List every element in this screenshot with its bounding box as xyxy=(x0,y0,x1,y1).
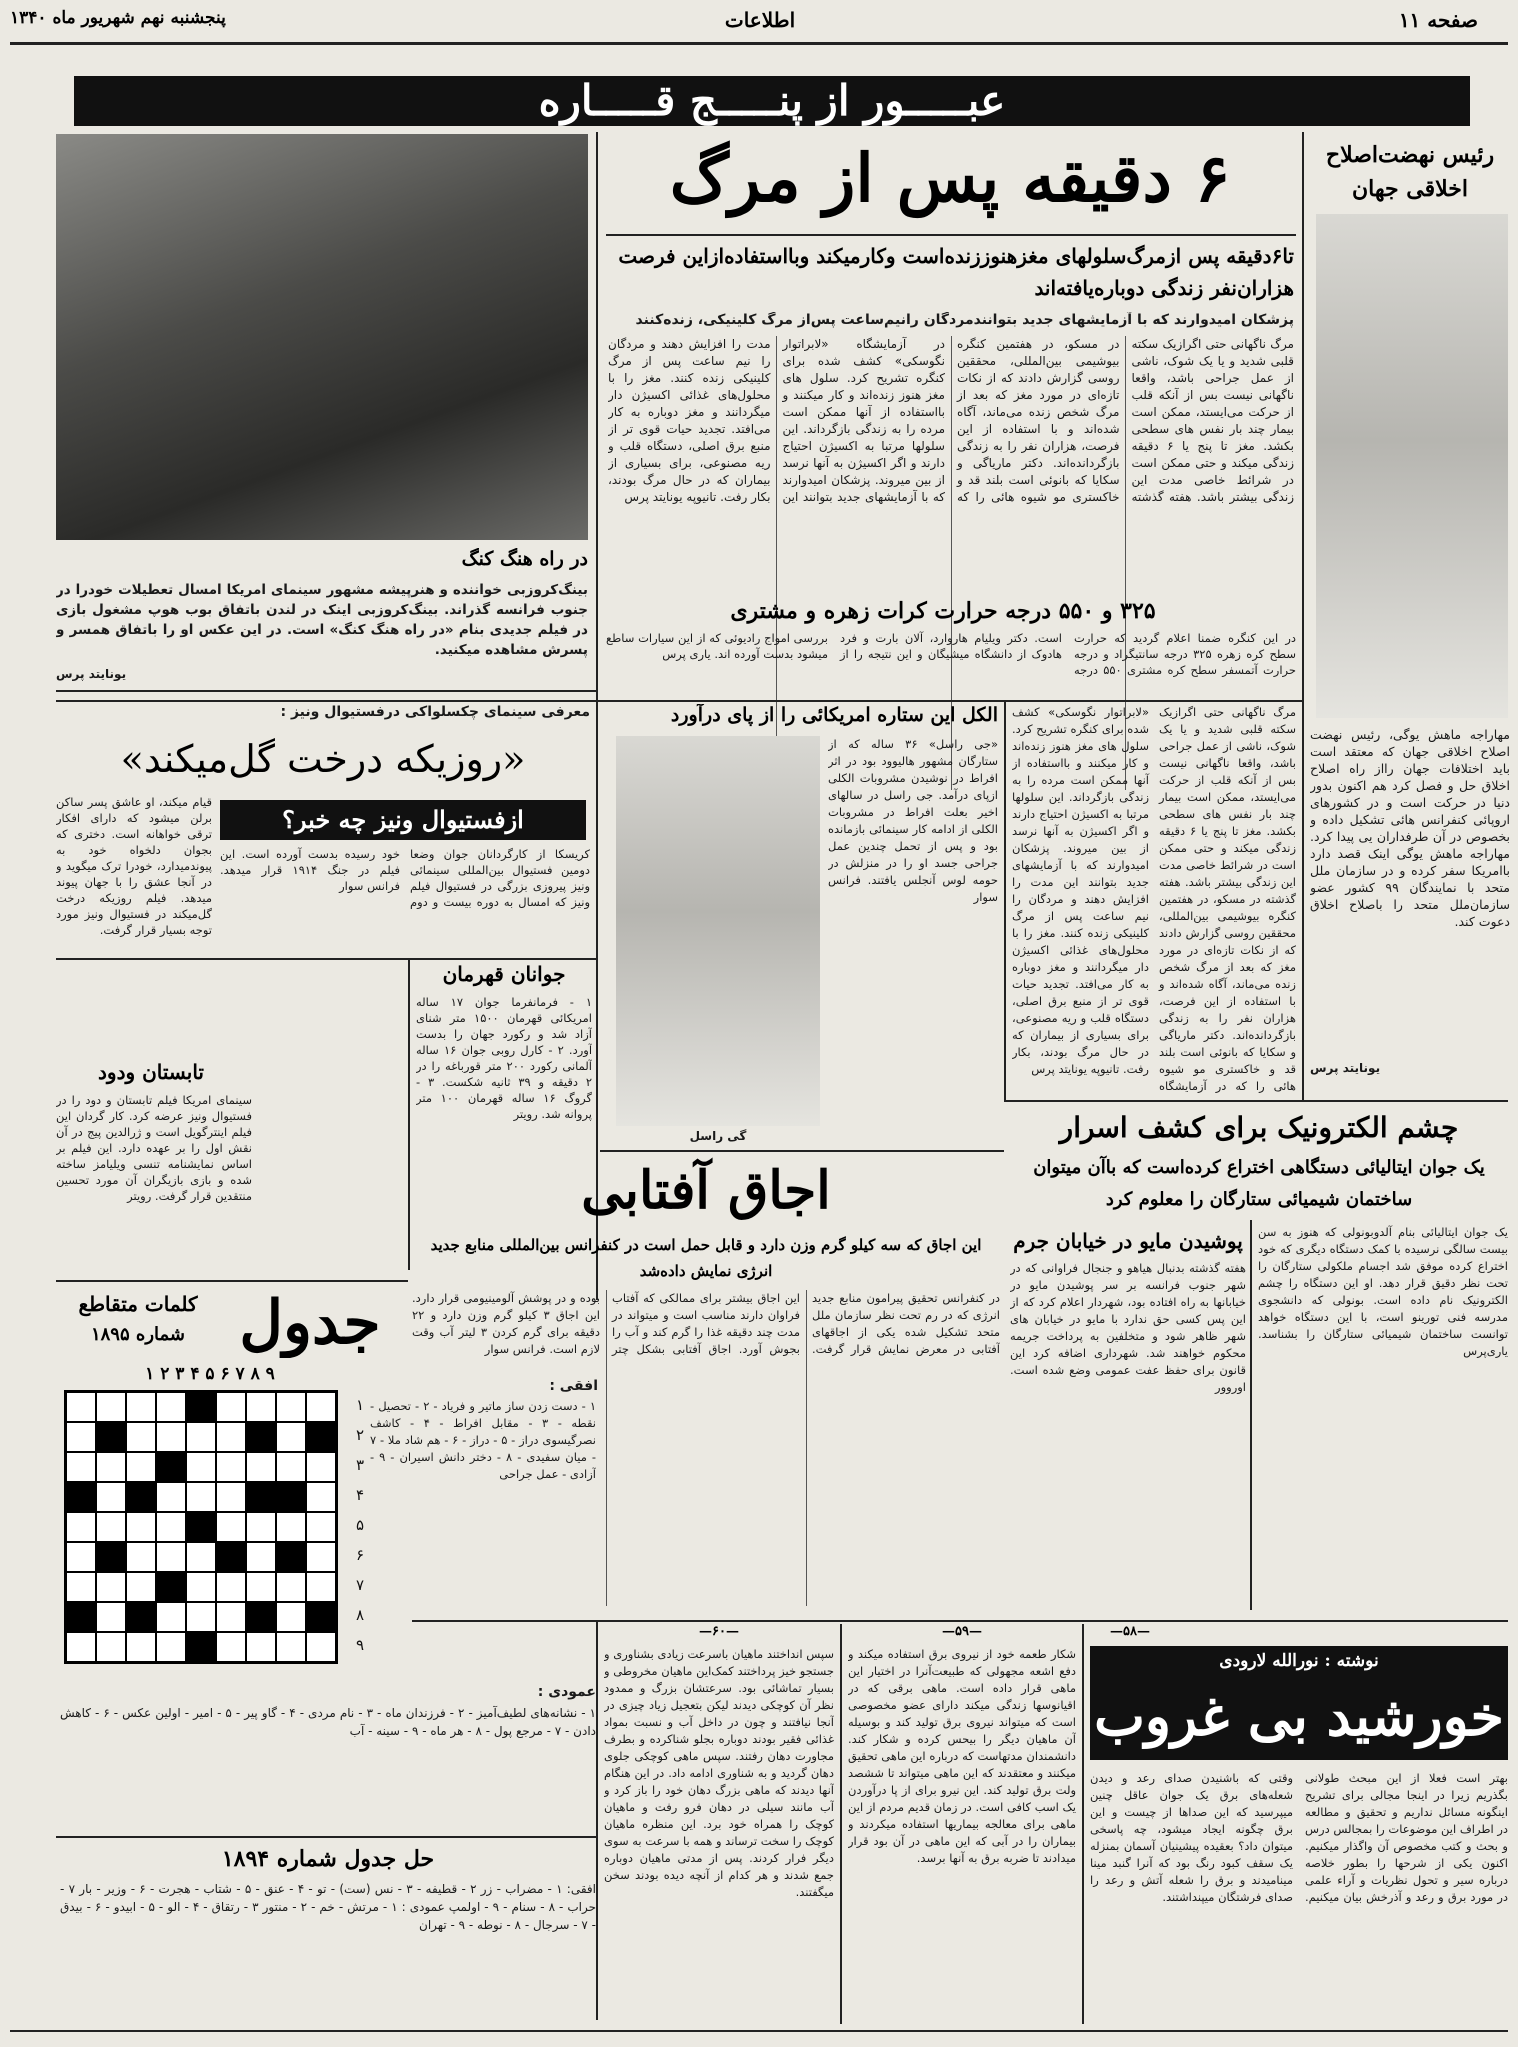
section-rule xyxy=(412,1620,1508,1622)
crossword-black-cell xyxy=(246,1602,276,1632)
solar-headline: اجاق آفتابی xyxy=(581,1160,831,1221)
crossword-down-label: عمودی : xyxy=(537,1684,596,1700)
page-number: صفحه ۱۱ xyxy=(1398,8,1478,32)
crossword-cell[interactable] xyxy=(186,1542,216,1572)
crossword-title: جدول xyxy=(239,1288,381,1358)
crossword-black-cell xyxy=(96,1542,126,1572)
crossword-black-cell xyxy=(216,1542,246,1572)
crossword-cell[interactable] xyxy=(126,1512,156,1542)
crossword-cell[interactable] xyxy=(306,1542,336,1572)
crossword-row-number: ۲ xyxy=(355,1426,364,1444)
section-rule xyxy=(56,958,596,960)
crossword-cell[interactable] xyxy=(66,1632,96,1662)
solution-body: افقی: ۱ - مضراب - زر ۲ - قطیفه - ۳ - نس (ست) - تو - ۴ - عنق - ۵ - شتاب - هجرت - ۶ - وزیر - بار ۷ - حراب - ۸ - سنام - ۹ - اولمپ عمودی : ۱ - مرتش - خم - ۲ - منتور ۳ - رتقاق - ۴ - الو - ۵ - ابیدو - ۶ - بیدق - ۷ - سرجال - ۸ - نوطه - ۹ - تهران xyxy=(60,1882,596,1932)
maharishi-caption: مهاراجه ماهش یوگی، رئیس نهضت اصلاح اخلاقی جهان که معتقد است باید اختلافات جهان رااز راه اصلاح اخلاق حل و فصل کرد هم اکنون بدور دنیا در حرکت است و در کشورهای اروپائی کنفرانس هائی تشکیل داده و بخصوص در آن طرفداران یی پیدا کرد. مهاراجه ماهش یوگی اینک قصد دارد باامریکا سفر کرده و در سازمان ملل متحد با نمایندگان ۹۹ کشور عضو سازمان‌ملل متحد را باصلاح اخلاق دعوت کند. xyxy=(1310,727,1510,929)
crossword-cell[interactable] xyxy=(126,1572,156,1602)
venice-body: قیام میکند، او عاشق پسر ساکن برلن میشود که دارای افکار ترقی خواهانه است. دختری که بجوان دلخواه خود به پیوندمیدارد، خودرا ترک میگوید و در آنجا عشق را با جهان پیوند میدهد. فیلم روزیکه درخت گل‌میکند در فستیوال ونیز مورد توجه بسیار قرار گرفت. xyxy=(56,795,212,937)
column-rule xyxy=(1082,1624,1084,2024)
crossword-cell[interactable] xyxy=(246,1392,276,1422)
gail-russell-photo xyxy=(616,736,820,1126)
crossword-row-number: ۵ xyxy=(355,1516,364,1534)
resurrection-intro: پزشکان امیدوارند که با آزمایشهای جدید بتوانندمردگان رانیم‌ساعت پس‌از مرگ کلینیکی، زنده‌کنند xyxy=(635,312,1294,328)
crossword-cell[interactable] xyxy=(306,1572,336,1602)
crossword-cell[interactable] xyxy=(276,1392,306,1422)
venice-headline: «روزیکه درخت گل‌میکند» xyxy=(120,737,526,781)
crossword-black-cell xyxy=(246,1422,276,1452)
ring-headline: الکل این ستاره امریکائی را از پای درآورد xyxy=(670,704,998,726)
crossword-cell[interactable] xyxy=(216,1482,246,1512)
resurrection-body-continued: مرگ ناگهانی حتی اگرازیک سکته قلبی شدید و یا یک شوک، ناشی از عمل جراحی باشد، واقعا ناگهانی نیست بس از آنکه قلب از حرکت می‌ایستد، ممکن است بیمار چند بار نفس های سطحی بکشد. مغز تا پنج یا ۶ دقیقه زندگی میکند و حتی ممکن است در شرائط خاصی مدت این زندگی بیشتر باشد. هفته گذشته در مسکو، در هفتمین کنگره بیوشیمی بین‌المللی، محققین روسی گزارش دادند که از نکات تازه‌ای در مورد مغز که بعد از مرگ شخص زنده می‌ماند، آگاه شده‌اند و با استفاده از این فرصت، هزاران نفر را به زندگی بازگردانده‌اند. دکتر ماریاگی و سکایا که بانوئی است بلند قد و خاکستری مو شیوه هائی را که در آزمایشگاه «لابراتوار نگوسکی» کشف شده برای کنگره تشریح کرد. سلول های مغز هنوز زنده‌اند و کار میکنند و بااستفاده از آنها ممکن است مرده را به زندگی بازگرداند. این سلولها مرتبا به اکسیژن احتیاج دارند و اگر اکسیژن به آنها نرسد از بین میروند. پزشکان امیدوارند که با آزمایشهای جدید بتوانند این مدت را افزایش دهند و مردگان را نیم ساعت پس از مرگ کلینیکی زنده کنند. مغز را با محلول‌های غذائی اکسیژن دار میگردانند و مغز دوباره به کار می‌افتد. تجدید حیات قوی تر از منبع برق اصلی، دستگاه قلب و ریه مصنوعی، برای بسیاری از بیماران که در حال مرگ بودند، بکار رفت. تانیوپه یونایتد پرس xyxy=(1012,705,1296,1093)
crossword-subtitle: کلمات متقاطع xyxy=(78,1292,198,1316)
crossword-cell[interactable] xyxy=(96,1512,126,1542)
crossword-black-cell xyxy=(156,1572,186,1602)
crossword-cell[interactable] xyxy=(66,1452,96,1482)
crossword-col-numbers: ۹ ۸ ۷ ۶ ۵ ۴ ۳ ۲ ۱ xyxy=(145,1364,275,1384)
column-rule xyxy=(1250,1220,1252,1610)
resurrection-body: مرگ ناگهانی حتی اگرازیک سکته قلبی شدید و یا یک شوک، ناشی از عمل جراحی باشد، واقعا ناگهانی نیست بس از آنکه قلب از حرکت می‌ایستد، ممکن است بیمار چند بار نفس های سطحی بکشد. مغز تا پنج یا ۶ دقیقه زندگی میکند و حتی ممکن است در شرائط خاصی مدت این زندگی بیشتر باشد. هفته گذشته در مسکو، در هفتمین کنگره بیوشیمی بین‌المللی، محققین روسی گزارش دادند که از نکات تازه‌ای در مورد مغز که بعد از مرگ شخص زنده می‌ماند، آگاه شده‌اند و با استفاده از این فرصت، هزاران نفر را به زندگی بازگردانده‌اند. دکتر ماریاگی و سکایا که بانوئی است بلند قد و خاکستری مو شیوه هائی را که در آزمایشگاه «لابراتوار نگوسکی» کشف شده برای کنگره تشریح کرد. سلول های مغز هنوز زنده‌اند و کار میکنند و بااستفاده از آنها ممکن است مرده را به زندگی بازگرداند. این سلولها مرتبا به اکسیژن احتیاج دارند و اگر اکسیژن به آنها نرسد از بین میروند. پزشکان امیدوارند که با آزمایشهای جدید بتوانند این مدت را افزایش دهند و مردگان را نیم ساعت پس از مرگ کلینیکی زنده کنند. مغز را با محلول‌های غذائی اکسیژن دار میگردانند و مغز دوباره به کار می‌افتد. تجدید حیات قوی تر از منبع برق اصلی، دستگاه قلب و ریه مصنوعی، برای بسیاری از بیماران که در حال مرگ بودند، بکار رفت. تانیوپه یونایتد پرس xyxy=(608,337,1294,504)
crossword-row-number: ۳ xyxy=(355,1456,364,1474)
crossword-cell[interactable] xyxy=(276,1512,306,1542)
ring-body: «جی راسل» ۳۶ ساله که از ستارگان مشهور هالیوود بود در اثر افراط در نوشیدن مشروبات الکلی ازپای درآمد. جی راسل در سالهای اخیر بعلت افراط در مشروبات الکلی از ادامه کار سینمائی بازمانده بود و پس از تحمل چندین عمل جراحی جسد او را در منزلش در حومه لوس آنجلس یافتند. فرانس سوار xyxy=(828,737,998,904)
crossword-cell[interactable] xyxy=(156,1632,186,1662)
swimsuit-headline: پوشیدن مایو در خیابان جرم xyxy=(1013,1229,1243,1253)
crossword-black-cell xyxy=(186,1392,216,1422)
crossword-black-cell xyxy=(186,1512,216,1542)
fish-col3: شکار طعمه خود از نیروی برق استفاده میکند و دفع اشعه مجهولی که طبیعت‌آنرا در اختیار این ماهی قرار داده است. ماهی برقی که در اقیانوسها زندگی میکند دارای عضو مخصوصی است که میتواند نیروی برق تولید کند و بوسیله آن ماهیان دیگر را بیحس کرده و شکار کند. دانشمندان مدتهاست که درباره این ماهی تحقیق میکنند و معتقدند که این ماهی میتواند تا ششصد ولت برق تولید کند. این نیرو برای از پا درآوردن یک اسب کافی است. در زمان قدیم مردم از این ماهی برای معالجه بیماریها استفاده میکردند و بیماران را در آبی که این ماهی در آن بود قرار میدادند تا ضربه برق به آنها برسد. xyxy=(848,1647,1076,1865)
crossword-black-cell xyxy=(96,1422,126,1452)
page-bottom-rule xyxy=(10,2030,1508,2032)
issue-date: پنجشنبه نهم شهریور ماه ۱۳۴۰ xyxy=(10,8,226,28)
resurrection-headline: ۶ دقیقه پس از مرگ xyxy=(669,139,1231,217)
crossword-cell[interactable] xyxy=(66,1572,96,1602)
crossword-cell[interactable] xyxy=(186,1602,216,1632)
crossword-row-number: ۴ xyxy=(355,1486,364,1504)
crossword-cell[interactable] xyxy=(186,1482,216,1512)
spacer xyxy=(258,952,400,953)
crossword-cell[interactable] xyxy=(96,1572,126,1602)
crossword-row-number: ۶ xyxy=(355,1546,364,1564)
crossword-cell[interactable] xyxy=(306,1482,336,1512)
crossword-cell[interactable] xyxy=(66,1542,96,1572)
crossword-cell[interactable] xyxy=(156,1422,186,1452)
fish-col4-marker: —۵۸— xyxy=(1110,1624,1150,1639)
column-rule xyxy=(840,1624,842,2024)
crossword-cell[interactable] xyxy=(126,1632,156,1662)
eye-headline: چشم الکترونیک برای کشف اسرار xyxy=(1059,1111,1459,1144)
crossword-row-number: ۹ xyxy=(355,1636,364,1654)
hongkong-caption: بینگ‌کروزبی خواننده و هنرپیشه مشهور سینمای امریکا امسال تعطیلات خودرا در جنوب فرانسه گذراند. بینگ‌کروزبی اینک در لندن باتفاق بوب هوپ مشغول بازی در فیلم جدیدی بنام «در راه هنگ کنگ» است. در این عکس او را باتفاق همسر و پسرش مشاهده میکنید. xyxy=(56,582,588,658)
crossword-row-number: ۷ xyxy=(355,1576,364,1594)
crosby-family-photo xyxy=(56,134,588,540)
venice-news-title: ازفستیوال ونیز چه خبر؟ xyxy=(220,800,586,840)
maharishi-credit: یونایتد پرس xyxy=(1310,1061,1381,1075)
hongkong-title: در راه هنگ کنگ xyxy=(461,548,588,570)
sunset-banner xyxy=(1090,1646,1508,1760)
solar-body: در کنفرانس تحقیق پیرامون منابع جدید انرژی که در رم تحت نظر سازمان ملل متحد تشکیل شده یکی از اجاقهای آفتابی در معرض نمایش قرار گرفت. این اجاق بیشتر برای ممالکی که آفتاب فراوان دارند مناسب است و میتواند در مدت چند دقیقه غذا را گرم کند و آب را بجوش آورد. اجاق آفتابی بشکل چتر بوده و در پوشش آلومینیومی قرار دارد. این اجاق ۳ کیلو گرم وزن دارد و ۲۲ دقیقه برای گرم کردن ۳ لیتر آب وقت لازم است. فرانس سوار xyxy=(412,1291,1000,1356)
ring-caption: گی راسل xyxy=(689,1129,747,1143)
hongkong-credit: یونایتد پرس xyxy=(56,667,127,681)
column-rule xyxy=(408,960,410,1270)
crossword-black-cell xyxy=(306,1422,336,1452)
jupiter-headline: ۳۲۵ و ۵۵۰ درجه حرارت کرات زهره و مشتری xyxy=(730,598,1156,624)
sunset-title: خورشید بی غروب xyxy=(1094,1684,1504,1748)
crossword-cell[interactable] xyxy=(216,1452,246,1482)
crossword-cell[interactable] xyxy=(186,1452,216,1482)
crossword-cell[interactable] xyxy=(96,1392,126,1422)
column-rule xyxy=(596,1620,598,2020)
crossword-black-cell xyxy=(66,1482,96,1512)
crossword-black-cell xyxy=(186,1632,216,1662)
eye-subhead: یک جوان ایتالیائی دستگاهی اختراع کرده‌است که باآن میتوان ساختمان شیمیائی ستارگان را معلوم کرد xyxy=(1033,1157,1485,1210)
crossword-cell[interactable] xyxy=(306,1512,336,1542)
fish-col3-marker: —۵۹— xyxy=(942,1624,982,1639)
champions-title: جوانان قهرمان xyxy=(442,962,566,986)
venice-news-body: کریسکا از کارگردانان جوان وضعا دومین فستیوال بین‌المللی سینمائی ونیز پیروزی بزرگی در فستیوال فیلم ونیز که امسال به دوره بیست و دوم خود رسیده بدست آورده است. این فیلم در جنگ ۱۹۱۴ قرار میدهد. فرانس سوار xyxy=(220,847,590,909)
crossword-cell[interactable] xyxy=(126,1542,156,1572)
crossword-black-cell xyxy=(66,1602,96,1632)
solar-subhead: این اجاق که سه کیلو گرم وزن دارد و قابل حمل است در کنفرانس بین‌المللی منابع جدید انرژی نمایش داده‌شد xyxy=(430,1236,982,1280)
venice-intro-label: معرفی سینمای چکسلواکی درفستیوال ونیز : xyxy=(280,704,590,720)
sunset-body: بهتر است فعلا از این مبحث طولانی بگذریم زیرا در اینجا مجالی برای تشریح اینگونه مسائل نداریم و تحقیق و مطالعه در اطراف این موضوعات را بمجالس درس و بحث و کتب مخصوص آن واگذار میکنیم. اکنون یکی از شرحها را بطور خلاصه درباره سیر و تحول نظریات و آراء علمی در مورد برق و رعد و آذرخش بیان میکنیم. وقتی که باشنیدن صدای رعد و دیدن شعله‌های برق یک جوان عاقل چنین میپرسید که این صداها از چیست و این برق چگونه ایجاد میشود، چه پاسخی میتوان داد؟ بعقیده پیشینیان آسمان بمنزله یک سقف کبود رنگ بود که آنرا گنبد مینا مینامیدند و برق را شعله آتش و رعد را صدای فرشتگان میپنداشتند. xyxy=(1090,1771,1508,1904)
crossword-cell[interactable] xyxy=(306,1632,336,1662)
section-rule xyxy=(1004,1100,1508,1102)
crossword-cell[interactable] xyxy=(216,1392,246,1422)
section-rule xyxy=(56,690,596,692)
crossword-cell[interactable] xyxy=(246,1542,276,1572)
section-rule xyxy=(600,1150,1004,1152)
crossword-across: ۱ - دست زدن ساز ماتیر و فریاد - ۲ - تحصیل - نقطه - ۳ - مقابل افراط - ۴ - کاشف نصرگیسوی دراز - ۵ - دراز - ۶ - هم شاد ملا - ۷ - میان سفیدی - ۸ - دختر دانش اسیران - ۹ - آزادی - عمل جراحی xyxy=(370,1399,596,1481)
fish-col2: سپس انداختند ماهیان باسرعت زیادی بشناوری و جستجو خیز پرداختند کمک‌این ماهیان مخروطی و بسیار تماشائی بود. سرعتشان بزرگ و ممدود نظر آن کوچکی دیدند لیکن بتعجیل زیاد چیزی در آنجا نیافتند و چون در داخل آب و نسبت بمواد غذائی فقیر بودند دوباره بجلو شناکرده و بطرف مجاورت دهان رفتند. سپس ماهی کوچکی جلوی دهان گردید و به شناوری ادامه داد. در این هنگام آنها دیدند که ماهی بزرگ دهان خود را باز کرد و آب مانند سیلی در دهان فرو رفت و ماهیان کوچک را همراه خود برد. این منظره ماهیان کوچک را سخت ترساند و همه با سرعت به سوی دیگر فرار کردند. پس از مدتی ماهیان دوباره جمع شدند و هر کدام از آنچه دیده بودند سخن میگفتند. xyxy=(604,1647,834,1899)
section-rule xyxy=(56,1280,408,1282)
masthead-rule xyxy=(10,42,1508,45)
column-rule xyxy=(596,132,598,792)
column-rule xyxy=(1302,132,1304,1102)
crossword-grid[interactable] xyxy=(64,1390,338,1664)
crossword-cell[interactable] xyxy=(96,1602,126,1632)
crossword-cell[interactable] xyxy=(216,1632,246,1662)
crossword-black-cell xyxy=(126,1482,156,1512)
crossword-cell[interactable] xyxy=(276,1572,306,1602)
crossword-cell[interactable] xyxy=(276,1602,306,1632)
crossword-cell[interactable] xyxy=(216,1572,246,1602)
fish-col2-marker: —۶۰— xyxy=(699,1624,739,1639)
crossword-cell[interactable] xyxy=(246,1452,276,1482)
crossword-cell[interactable] xyxy=(126,1392,156,1422)
crossword-row-numbers xyxy=(344,1390,364,1662)
crossword-cell[interactable] xyxy=(156,1602,186,1632)
crossword-row-number: ۸ xyxy=(355,1606,364,1624)
crossword-cell[interactable] xyxy=(306,1392,336,1422)
champions-body: ۱ - فرمانفرما جوان ۱۷ ساله امریکائی قهرمان ۱۵۰۰ متر شنای آزاد شد و رکورد جهان را بدست آورد. ۲ - کارل روبی جوان ۱۶ ساله آلمانی رکورد ۲۰۰ متر قورباغه را در ۲ دقیقه و ۳۹ ثانیه شکست. ۳ - گروگ ۱۶ ساله قهرمان ۱۰۰ متر پروانه شد. رویتر xyxy=(416,995,592,1121)
crossword-number: شماره ۱۸۹۵ xyxy=(90,1324,186,1345)
crossword-cell[interactable] xyxy=(246,1512,276,1542)
crossword-cell[interactable] xyxy=(156,1392,186,1422)
newspaper-name: اطلاعات xyxy=(724,8,796,32)
crossword-row-number: ۱ xyxy=(355,1396,364,1414)
crossword-black-cell xyxy=(306,1602,336,1632)
summer-title: تابستان ودود xyxy=(98,1060,204,1084)
crossword-black-cell xyxy=(156,1452,186,1482)
crossword-cell[interactable] xyxy=(66,1512,96,1542)
crossword-black-cell xyxy=(276,1542,306,1572)
crossword-cell[interactable] xyxy=(156,1542,186,1572)
headline-rule xyxy=(606,234,1296,236)
crossword-cell[interactable] xyxy=(276,1632,306,1662)
crossword-cell[interactable] xyxy=(216,1602,246,1632)
solution-title: حل جدول شماره ۱۸۹۴ xyxy=(221,1846,435,1872)
crossword-cell[interactable] xyxy=(96,1482,126,1512)
crossword-cell[interactable] xyxy=(216,1512,246,1542)
crossword-cell[interactable] xyxy=(156,1512,186,1542)
crossword-cell[interactable] xyxy=(306,1452,336,1482)
section-rule xyxy=(56,700,1302,702)
crossword-cell[interactable] xyxy=(96,1452,126,1482)
crossword-cell[interactable] xyxy=(126,1452,156,1482)
crossword-across-label: افقی : xyxy=(549,1378,598,1394)
crossword-cell[interactable] xyxy=(126,1422,156,1452)
crossword-cell[interactable] xyxy=(156,1482,186,1512)
eye-body: یک جوان ایتالیائی بنام آلدوبونولی که هنوز به سن بیست سالگی نرسیده با کمک دستگاه دیگری که خود اختراع کرده موفق شد اجسام ملکولی ستارگان را تحت نظر دقیق قرار دهد. او این دستگاه را چشم الکترونیک نام داده است. بونولی که دانشجوی مدرسه فنی تورینو است، با این دستگاه خواهد توانست ساختمان شیمیائی ستارگان را بشناسد. یاری‌پرس xyxy=(1258,1225,1508,1358)
summer-body: سینمای امریکا فیلم تابستان و دود را در فستیوال ونیز عرضه کرد. کار گردان این فیلم اینترگویل است و ژرالدین پیج در آن نقش اول را بر عهده دارد. این فیلم بر اساس نمایشنامه تنسی ویلیامز ساخته شده و بازی بازیگران آن مورد تحسین منتقدین قرار گرفت. رویتر xyxy=(56,1093,252,1203)
maharishi-title: رئیس نهضت‌اصلاح اخلاقی جهان xyxy=(1325,142,1495,202)
crossword-down: ۱ - نشانه‌های لطیف‌آمیز - ۲ - فرزندان ماه - ۳ - نام مردی - ۴ - گاو پیر - ۵ - امیر - اولین عکس - ۶ - کاهش دادن - ۷ - مرجع پول - ۸ - هر ماه - ۹ - سینه - آب xyxy=(60,1706,596,1738)
crossword-black-cell xyxy=(246,1482,276,1512)
maharishi-photo xyxy=(1316,214,1508,718)
crossword-cell[interactable] xyxy=(216,1422,246,1452)
crossword-cell[interactable] xyxy=(186,1572,216,1602)
resurrection-subhead: تا۶دقیقه پس ازمرگ‌سلولهای مغزهنوززنده‌است وکارمیکند وبااستفاده‌ازاین فرصت هزاران‌نفر زندگی دوباره‌یافته‌اند xyxy=(618,244,1294,300)
crossword-cell[interactable] xyxy=(66,1422,96,1452)
crossword-black-cell xyxy=(126,1602,156,1632)
sunset-author: نوشته : نورالله لارودی xyxy=(1219,1651,1379,1671)
crossword-cell[interactable] xyxy=(276,1452,306,1482)
crossword-cell[interactable] xyxy=(186,1422,216,1452)
crossword-black-cell xyxy=(276,1482,306,1512)
section-banner: عبـــــور از پنـــــج قـــــاره xyxy=(74,76,1470,126)
swimsuit-body: هفته گذشته بدنبال هیاهو و جنجال فراوانی که در شهر جنوب فرانسه بر سر پوشیدن مایو در خیابانها به راه افتاده بود، شهردار اعلام کرد که از این پس کسی حق ندارد با مایو در خیابان های شهر ظاهر شود و متخلفین به پرداخت جریمه محکوم خواهند شد. شهرداری اضافه کرد این قانون برای حفظ عفت عمومی وضع شده است. اوروور xyxy=(1010,1261,1246,1394)
crossword-cell[interactable] xyxy=(96,1632,126,1662)
crossword-cell[interactable] xyxy=(246,1572,276,1602)
column-rule xyxy=(1004,700,1006,1100)
jupiter-body: در این کنگره ضمنا اعلام گردید که حرارت سطح کره زهره ۳۲۵ درجه سانتیگراد و درجه حرارت آتمسفر سطح کره مشتری ۵۵۰ درجه است. دکتر ویلیام هاروارد، آلان بارت و فرد هادوک از دانشگاه میشیگان و این نتیجه را از بررسی امواج رادیوئی که از این سیارات ساطع میشود بدست آورده اند. یاری پرس xyxy=(606,631,1296,677)
crossword-cell[interactable] xyxy=(276,1422,306,1452)
section-rule xyxy=(56,1836,596,1838)
crossword-cell[interactable] xyxy=(246,1632,276,1662)
crossword-cell[interactable] xyxy=(66,1392,96,1422)
